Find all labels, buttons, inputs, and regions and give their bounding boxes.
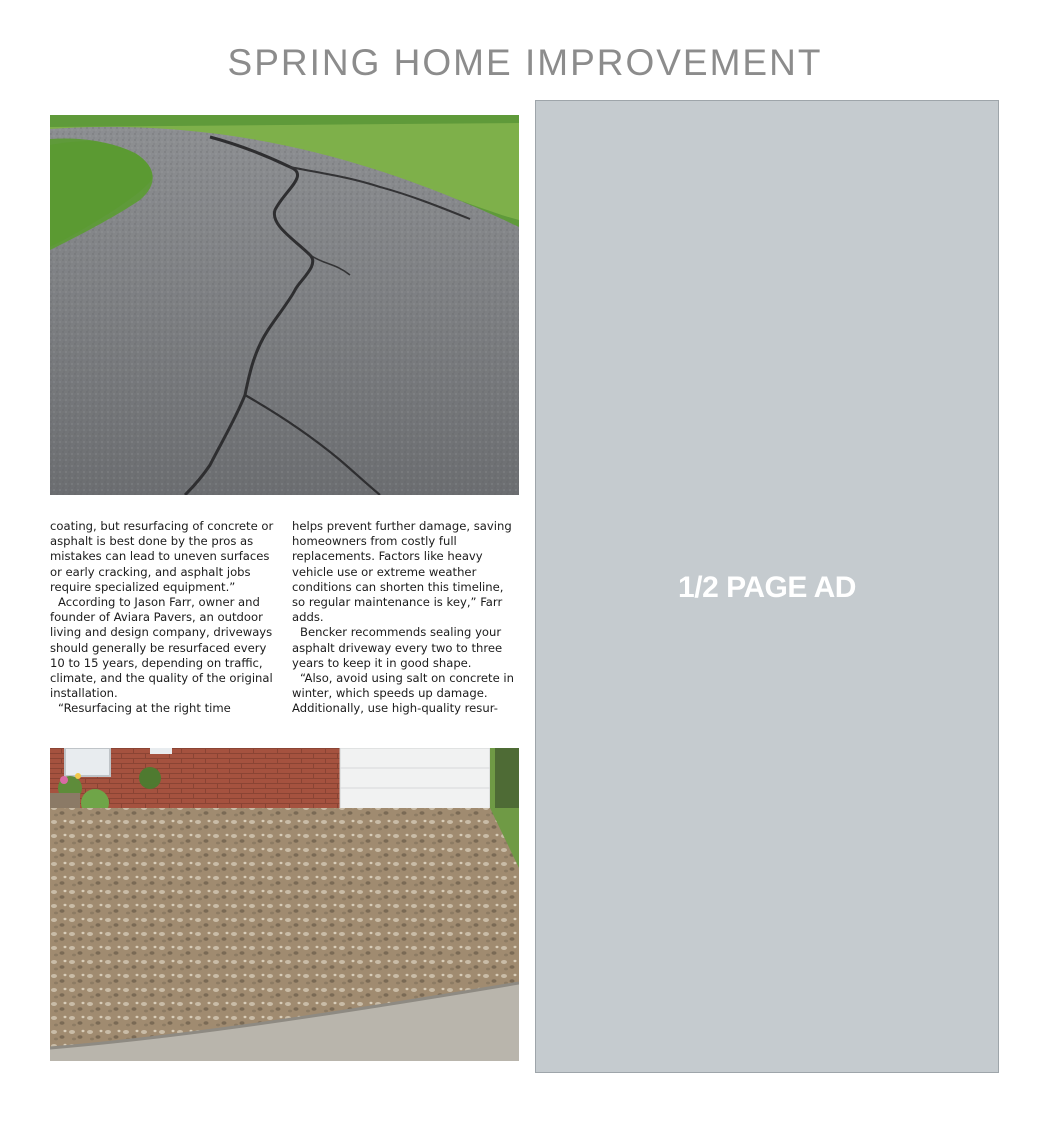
driveway-crack-photo (50, 115, 519, 495)
article-left-column (50, 519, 276, 717)
gravel-driveway-photo (50, 748, 519, 1061)
paragraph: “Resurfacing at the right time (58, 701, 231, 716)
half-page-ad[interactable] (535, 100, 999, 1073)
ad-label: 1/2 PAGE AD (678, 571, 856, 604)
paragraph: “Also, avoid using salt on concrete in winter, which speeds up damage. Additionally, use high-quality resur- (292, 671, 514, 716)
paragraph: According to Jason Farr, owner and founder of Aviara Pavers, an outdoor living and design company, driveways should generally be resurfaced every 10 to 15 years, depending on traffic, climate, and the quality of the original installation. (50, 595, 273, 701)
paragraph: Bencker recommends sealing your asphalt driveway every two to three years to keep it in good shape. (292, 625, 503, 670)
page-title: SPRING HOME IMPROVEMENT (227, 42, 823, 83)
paragraph: helps prevent further damage, saving homeowners from costly full replacements. Factors like heavy vehicle use or extreme weather conditions can shorten this timeline, so regular maintenance is key,” Farr adds. (292, 519, 512, 625)
article-right-column (292, 519, 518, 717)
paragraph: coating, but resurfacing of concrete or asphalt is best done by the pros as mistakes can lead to uneven surfaces or early cracking, and asphalt jobs require specialized equipment.” (50, 519, 274, 594)
